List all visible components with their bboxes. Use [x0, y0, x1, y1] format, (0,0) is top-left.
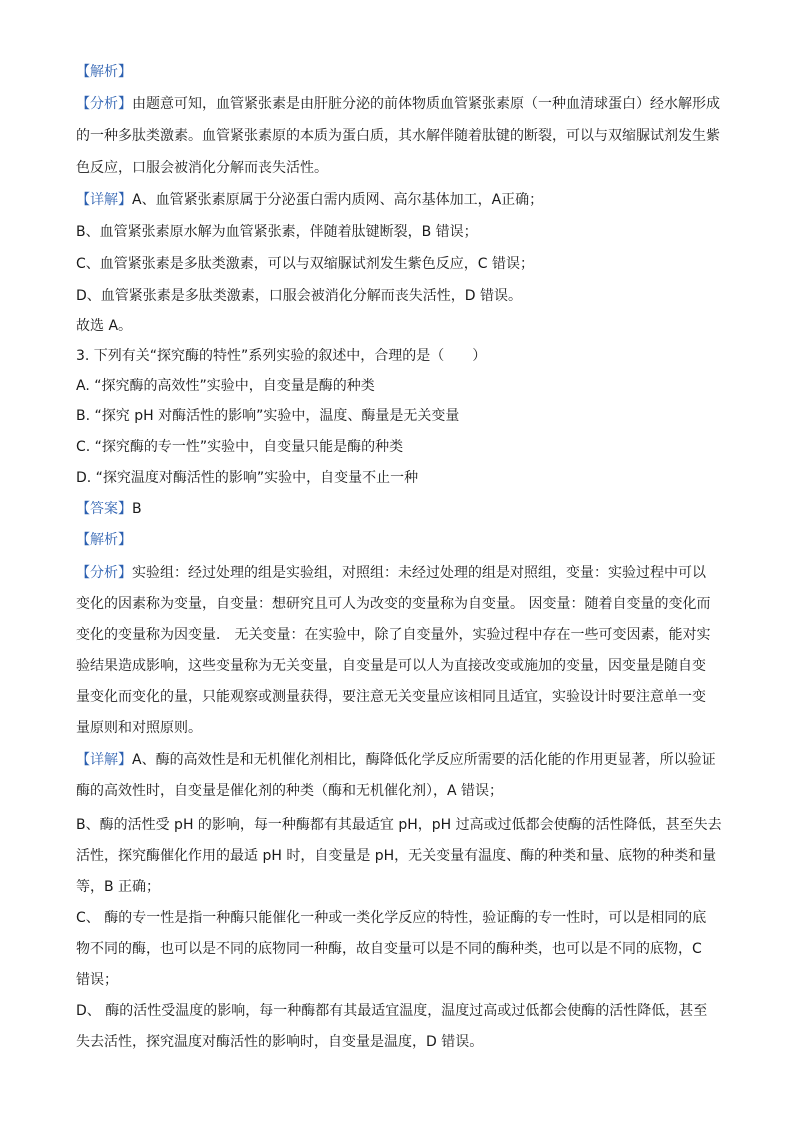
detail-line: 活性，探究酶催化作用的最适 pH 时，自变量是 pH，无关变量有温度、酶的种类和量、底物的种类和量	[76, 848, 717, 864]
analysis-text: 由题意可知，血管紧张素是由肝脏分泌的前体物质血管紧张素原（一种血清球蛋白）经水解形成	[132, 96, 720, 112]
answer-line	[76, 499, 142, 519]
analysis-tag: 【分析】	[76, 565, 132, 581]
analysis-line: 量变化而变化的量，只能观察或测量获得，要注意无关变量应该相同且适宜，实验设计时要注意单一变	[76, 689, 706, 705]
detail-line: D、 酶的活性受温度的影响，每一种酶都有其最适宜温度，温度过高或过低都会使酶的活性降低，甚至	[76, 1003, 708, 1019]
question-stem: 3. 下列有关“探究酶的特性”系列实验的叙述中，合理的是（ ）	[76, 348, 487, 364]
option-c: C. “探究酶的专一性”实验中，自变量只能是酶的种类	[76, 439, 404, 455]
analysis-line: 变化的因素称为变量，自变量：想研究且可人为改变的变量称为自变量。 因变量：随着自变量的变化而	[76, 596, 711, 612]
answer-value: B	[132, 501, 142, 517]
explanation-header: 【解析】	[76, 532, 132, 548]
analysis-line	[76, 94, 720, 114]
option-b: B. “探究 pH 对酶活性的影响”实验中，温度、酶量是无关变量	[76, 408, 460, 424]
analysis-tag: 【分析】	[76, 96, 132, 112]
detail-line	[76, 750, 716, 770]
detail-text: A、酶的高效性是和无机催化剂相比，酶降低化学反应所需要的活化能的作用更显著，所以验证	[132, 752, 716, 768]
detail-tag: 【详解】	[76, 752, 132, 768]
analysis-line: 变化的变量称为因变量． 无关变量：在实验中，除了自变量外，实验过程中存在一些可变因素，能对实	[76, 627, 711, 643]
detail-line: 错误；	[76, 972, 118, 988]
analysis-line: 验结果造成影响，这些变量称为无关变量，自变量是可以人为直接改变或施加的变量，因变量是随自变	[76, 658, 706, 674]
conclusion-line: 故选 A。	[76, 318, 133, 334]
analysis-line: 色反应，口服会被消化分解而丧失活性。	[76, 160, 328, 176]
answer-tag: 【答案】	[76, 501, 132, 517]
option-d: D. “探究温度对酶活性的影响”实验中，自变量不止一种	[76, 470, 419, 486]
analysis-line: 的一种多肽类激素。血管紧张素原的本质为蛋白质，其水解伴随着肽键的断裂，可以与双缩脲试剂发生紫	[76, 128, 720, 144]
detail-line: B、血管紧张素原水解为血管紧张素，伴随着肽键断裂，B 错误；	[76, 224, 478, 240]
detail-line: B、酶的活性受 pH 的影响，每一种酶都有其最适宜 pH，pH 过高或过低都会使酶的活性降低，甚至失去	[76, 817, 722, 833]
detail-line: 酶的高效性时，自变量是催化剂的种类（酶和无机催化剂），A 错误；	[76, 783, 504, 799]
detail-line: 等，B 正确；	[76, 879, 161, 895]
option-a: A. “探究酶的高效性”实验中，自变量是酶的种类	[76, 378, 375, 394]
detail-tag: 【详解】	[76, 192, 132, 208]
detail-line: D、血管紧张素是多肽类激素，口服会被消化分解而丧失活性，D 错误。	[76, 288, 523, 304]
detail-line: 物不同的酶，也可以是不同的底物同一种酶，故自变量可以是不同的酶种类，也可以是不同的底物，C	[76, 941, 702, 957]
explanation-header: 【解析】	[76, 64, 132, 80]
detail-line	[76, 190, 543, 210]
analysis-text: 实验组：经过处理的组是实验组，对照组：未经过处理的组是对照组，变量：实验过程中可以	[132, 565, 706, 581]
analysis-line: 量原则和对照原则。	[76, 720, 202, 736]
analysis-line	[76, 563, 706, 583]
detail-line: C、 酶的专一性是指一种酶只能催化一种或一类化学反应的特性，验证酶的专一性时，可以是相同的底	[76, 910, 707, 926]
detail-text: A、血管紧张素原属于分泌蛋白需内质网、高尔基体加工，A正确；	[132, 192, 544, 208]
detail-line: 失去活性，探究温度对酶活性的影响时，自变量是温度，D 错误。	[76, 1034, 484, 1050]
detail-line: C、血管紧张素是多肽类激素，可以与双缩脲试剂发生紫色反应，C 错误；	[76, 256, 534, 272]
